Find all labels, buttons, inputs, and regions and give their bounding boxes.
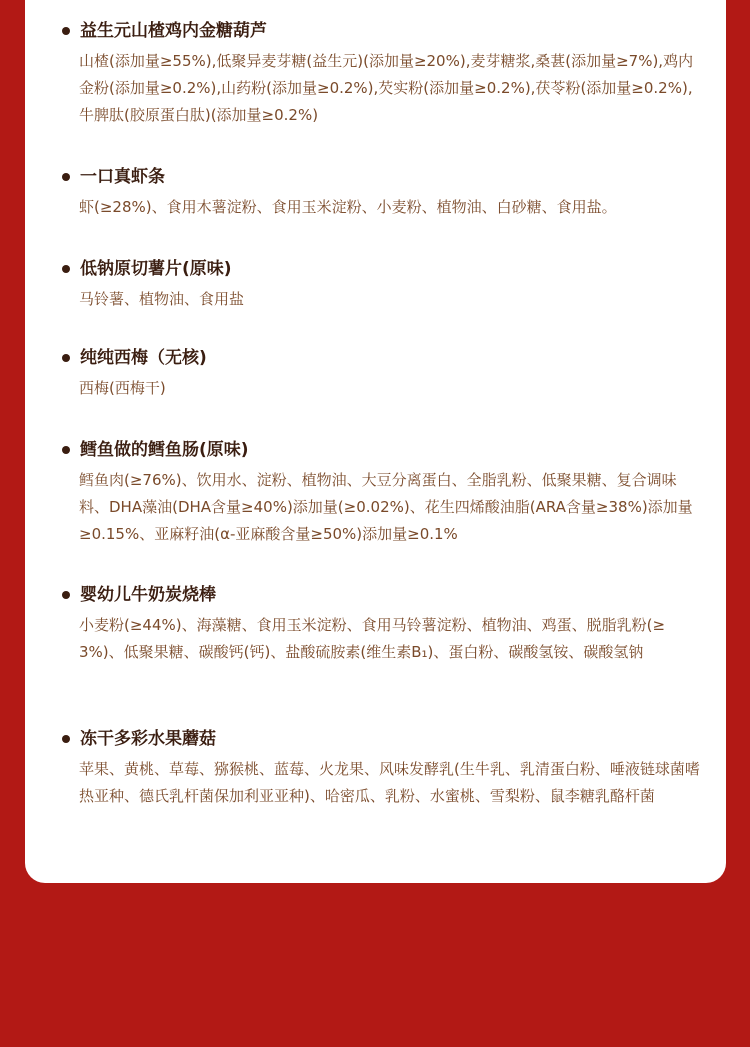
product-title-text: 纯纯西梅（无核) bbox=[80, 348, 207, 368]
bullet-dot-icon bbox=[62, 27, 70, 35]
bullet-dot-icon bbox=[62, 173, 70, 181]
product-title bbox=[62, 20, 702, 42]
ingredients-text: 马铃薯、植物油、食用盐 bbox=[79, 290, 245, 308]
bullet-dot-icon bbox=[62, 591, 70, 599]
product-title bbox=[62, 584, 702, 606]
ingredients-text: 西梅(西梅干) bbox=[79, 379, 166, 397]
product-section-cod-sausage bbox=[62, 439, 702, 548]
product-section-prune bbox=[62, 347, 702, 402]
ingredients-text: 苹果、黄桃、草莓、猕猴桃、蓝莓、火龙果、风味发酵乳(生牛乳、乳清蛋白粉、唾液链球菌嗜热亚种、德氏乳杆菌保加利亚亚种)、哈密瓜、乳粉、水蜜桃、雪梨粉、鼠李糖乳酪杆菌 bbox=[79, 760, 700, 805]
product-title-text: 益生元山楂鸡内金糖葫芦 bbox=[80, 21, 267, 41]
bullet-dot-icon bbox=[62, 354, 70, 362]
product-section-shrimp-stick bbox=[62, 166, 702, 221]
ingredients-text: 虾(≥28%)、食用木薯淀粉、食用玉米淀粉、小麦粉、植物油、白砂糖、食用盐。 bbox=[79, 198, 617, 216]
bullet-dot-icon bbox=[62, 735, 70, 743]
product-section-freeze-dried-fruit bbox=[62, 728, 702, 810]
ingredients-text: 小麦粉(≥44%)、海藻糖、食用玉米淀粉、食用马铃薯淀粉、植物油、鸡蛋、脱脂乳粉(≥3%)、低聚果糖、碳酸钙(钙)、盐酸硫胺素(维生素B₁)、蛋白粉、碳酸氢铵、碳酸氢钠 bbox=[79, 616, 666, 661]
product-title bbox=[62, 728, 702, 750]
product-title bbox=[62, 439, 702, 461]
product-section-milk-stick bbox=[62, 584, 702, 666]
product-title-text: 一口真虾条 bbox=[80, 167, 165, 187]
ingredients-text: 山楂(添加量≥55%),低聚异麦芽糖(益生元)(添加量≥20%),麦芽糖浆,桑葚(添加量≥7%),鸡内金粉(添加量≥0.2%),山药粉(添加量≥0.2%),芡实粉(添加量≥0.2%),茯苓粉(添加量≥0.2%),牛脾肽(胶原蛋白肽)(添加量≥0.2%) bbox=[79, 52, 694, 124]
bullet-dot-icon bbox=[62, 265, 70, 273]
product-title bbox=[62, 166, 702, 188]
product-title-text: 鳕鱼做的鳕鱼肠(原味) bbox=[80, 440, 249, 460]
product-title-text: 婴幼儿牛奶炭烧棒 bbox=[80, 585, 216, 605]
ingredients-text: 鳕鱼肉(≥76%)、饮用水、淀粉、植物油、大豆分离蛋白、全脂乳粉、低聚果糖、复合调味料、DHA藻油(DHA含量≥40%)添加量(≥0.02%)、花生四烯酸油脂(ARA含量≥38%)添加量≥0.15%、亚麻籽油(α-亚麻酸含量≥50%)添加量≥0.1% bbox=[79, 471, 693, 543]
product-section-hawthorn bbox=[62, 20, 702, 129]
product-title-text: 冻干多彩水果蘑菇 bbox=[80, 729, 216, 749]
bullet-dot-icon bbox=[62, 446, 70, 454]
product-section-potato-chips bbox=[62, 258, 702, 313]
product-title bbox=[62, 258, 702, 280]
product-title-text: 低钠原切薯片(原味) bbox=[80, 259, 232, 279]
product-title bbox=[62, 347, 702, 369]
